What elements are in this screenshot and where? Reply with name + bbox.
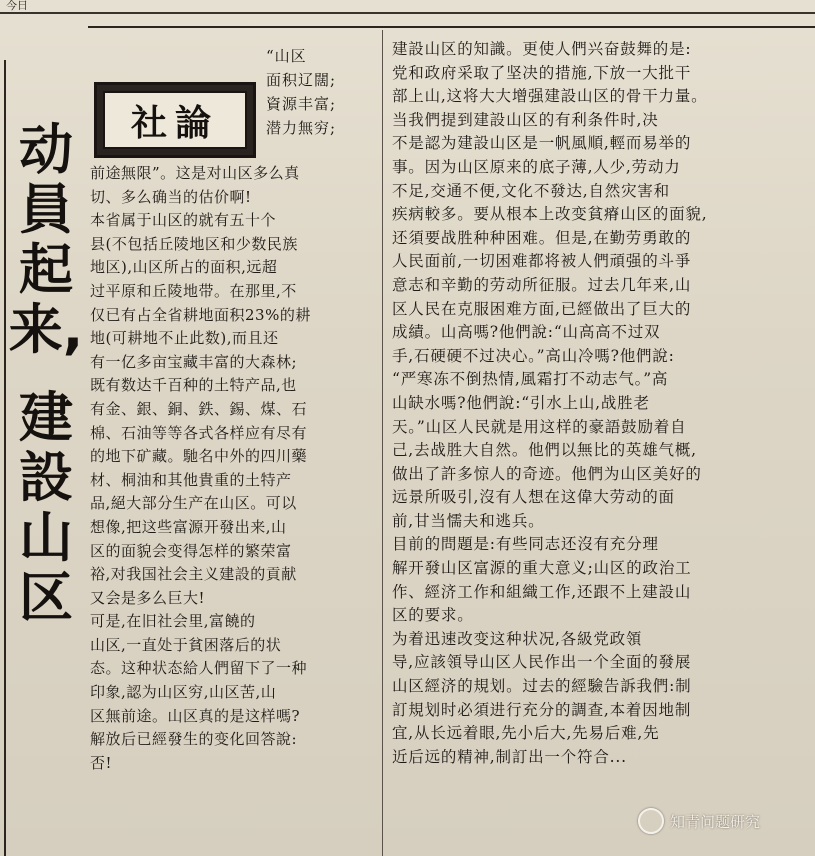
- text-line: 天。”山区人民就是用这样的豪語鼓励着自: [392, 417, 687, 436]
- lead-line: 潜力無穷;: [266, 119, 337, 137]
- text-line: 又会是多么巨大!: [90, 588, 206, 607]
- text-line: 事。因为山区原来的底子薄,人少,劳动力: [392, 157, 681, 176]
- text-line: 山区,一直处于貧困落后的状: [90, 635, 282, 654]
- text-line: 切、多么确当的估价啊!: [90, 187, 252, 206]
- headline-char: 設: [19, 446, 73, 509]
- text-line: 区的面貌会变得怎样的繁荣富: [90, 541, 292, 560]
- text-line: 目前的問題是:有些同志还沒有充分理: [392, 535, 659, 554]
- lead-line: 面积辽闊;: [266, 71, 337, 89]
- text-line: 党和政府采取了坚决的措施,下放一大批干: [392, 63, 692, 82]
- text-line: 解开發山区富源的重大意义;山区的政治工: [392, 559, 692, 578]
- text-line: 有一亿多亩宝藏丰富的大森林;: [90, 352, 298, 371]
- text-line: 棉、石油等等各式各样应有尽有: [90, 423, 308, 442]
- text-line: 解放后已經發生的变化回答說:: [90, 730, 298, 749]
- text-line: 导,应該領导山区人民作出一个全面的發展: [392, 653, 692, 672]
- text-line: 区無前途。山区真的是这样嗎?: [90, 706, 301, 725]
- editorial-logo: [94, 82, 256, 158]
- headline-char: 动: [19, 118, 73, 181]
- headline-char: 建: [19, 386, 73, 449]
- masthead-strip: 今日: [0, 0, 815, 14]
- text-line: 作、經济工作和組織工作,还跟不上建設山: [392, 582, 692, 601]
- text-line: 过平原和丘陵地带。在那里,不: [90, 281, 297, 300]
- text-line: 意志和辛勤的劳动所征服。过去几年来,山: [392, 275, 692, 294]
- text-line: 的地下矿藏。馳名中外的四川藥: [90, 447, 308, 466]
- text-line: 为着迅速改变这种状况,各級党政領: [392, 629, 643, 648]
- text-line: 前,甘当懦夫和逃兵。: [392, 511, 545, 530]
- text-line: 县(不包括丘陵地区和少数民族: [90, 234, 298, 253]
- text-line: 当我們提到建設山区的有利条件时,决: [392, 110, 659, 129]
- text-line: 建設山区的知識。更使人們兴奋鼓舞的是:: [392, 40, 692, 58]
- text-line: 成績。山高嗎?他們說:“山高高不过双: [392, 323, 661, 342]
- headline-char: 区: [19, 566, 73, 629]
- lead-line: “山区: [266, 47, 307, 65]
- text-line: 地区),山区所占的面积,远超: [90, 258, 278, 277]
- watermark-text: 知青问题研究: [670, 812, 761, 831]
- text-line: 印象,認为山区穷,山区苦,山: [90, 683, 277, 702]
- editorial-logo-text: 社論: [103, 91, 247, 149]
- watermark: [638, 806, 808, 836]
- headline-char: 来,: [8, 298, 84, 361]
- headline-char: 起: [19, 238, 73, 301]
- text-line: 远景所吸引,沒有人想在这偉大劳动的面: [392, 488, 675, 507]
- text-line: 品,絕大部分生产在山区。可以: [90, 494, 297, 513]
- text-line: 手,石硬硬不过决心。”高山冷嗎?他們說:: [392, 346, 675, 365]
- text-line: 既有数达千百种的土特产品,也: [90, 376, 297, 395]
- lead-line: 資源丰富;: [266, 95, 337, 113]
- text-line: 材、桐油和其他貴重的土特产: [90, 470, 292, 489]
- text-line: 宜,从长远着眼,先小后大,先易后难,先: [392, 724, 660, 743]
- text-line: 山缺水嗎?他們說:“引水上山,战胜老: [392, 393, 650, 412]
- text-line: 态。这种状态給人們留下了一种: [90, 659, 308, 678]
- headline-char: 山: [19, 506, 73, 569]
- headline-char: 員: [19, 178, 73, 241]
- text-line: 否!: [90, 753, 113, 772]
- text-line: 有金、銀、銅、鉄、錫、煤、石: [90, 399, 308, 418]
- text-line: “严寒冻不倒热情,風霜打不动志气。”高: [392, 370, 669, 389]
- column-divider: [382, 30, 383, 856]
- lead-quote: [266, 44, 378, 140]
- text-line: 部上山,这将大大增强建設山区的骨干力量。: [392, 87, 708, 106]
- article-column-left: [90, 162, 378, 775]
- text-line: 不足,交通不便,文化不發达,自然灾害和: [392, 181, 670, 200]
- text-line: 本省属于山区的就有五十个: [90, 211, 277, 230]
- text-line: 疾病較多。要从根本上改变貧瘠山区的面貌,: [392, 205, 708, 224]
- text-line: 近后远的精神,制訂出一个符合...: [392, 747, 627, 766]
- text-line: 区的要求。: [392, 606, 474, 625]
- text-line: 人民面前,一切困难都将被人們頑强的斗爭: [392, 252, 692, 271]
- text-line: 可是,在旧社会里,富饒的: [90, 612, 256, 631]
- text-line: 做出了許多惊人的奇迹。他們为山区美好的: [392, 464, 702, 483]
- editorial-headline: [6, 120, 86, 840]
- text-line: 不是認为建設山区是一帆風順,輕而易举的: [392, 134, 692, 153]
- text-line: 区人民在克服困难方面,已經做出了巨大的: [392, 299, 692, 318]
- watermark-logo-icon: [638, 808, 664, 834]
- text-line: 仅已有占全省耕地面积23%的耕: [90, 305, 311, 324]
- frame-top-rule: [88, 26, 815, 28]
- article-column-right: [392, 38, 802, 769]
- text-line: 山区經济的規划。过去的經驗告訴我們:制: [392, 677, 692, 696]
- text-line: 想像,把这些富源开發出来,山: [90, 517, 287, 536]
- text-line: 前途無限”。这是对山区多么真: [90, 164, 300, 182]
- text-line: 地(可耕地不止此数),而且还: [90, 329, 279, 348]
- text-line: 裕,对我国社会主义建設的貢献: [90, 565, 297, 584]
- text-line: 訂規划时必須进行充分的調查,本着因地制: [392, 700, 692, 719]
- text-line: 还須要战胜种种困难。但是,在勤劳勇敢的: [392, 228, 692, 247]
- text-line: 己,去战胜大自然。他們以無比的英雄气概,: [392, 441, 697, 460]
